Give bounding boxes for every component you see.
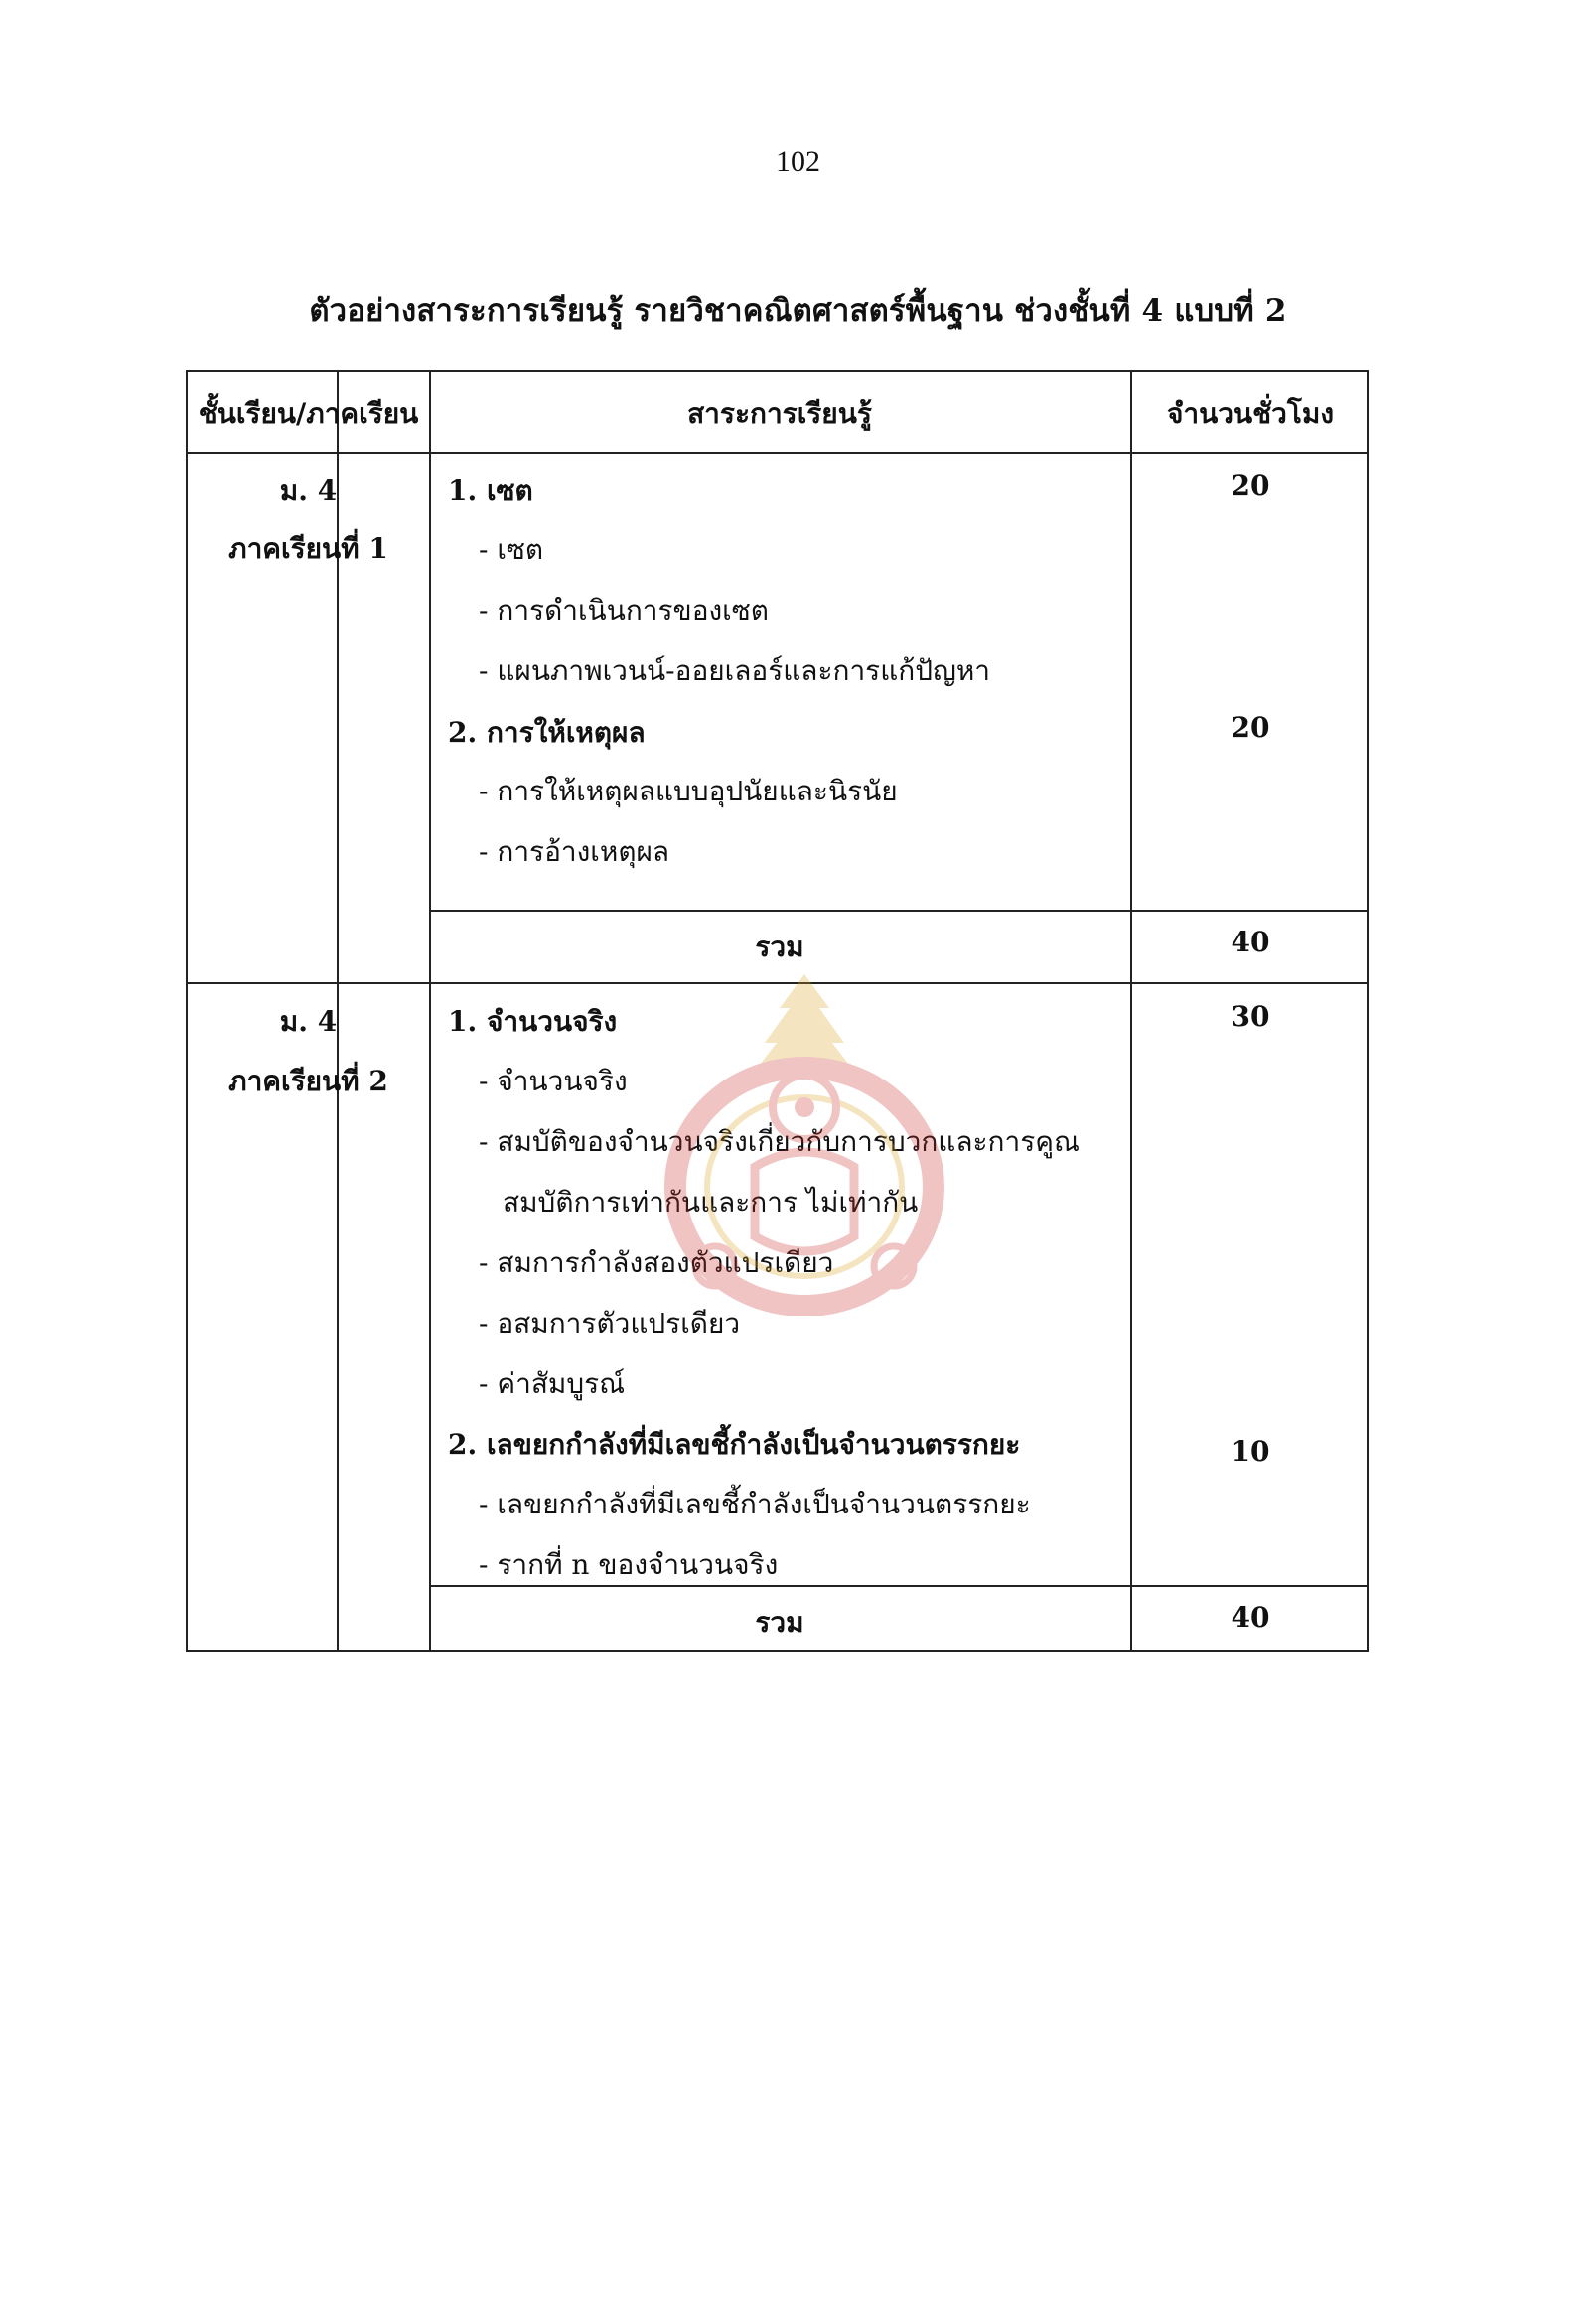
section-semester: ภาคเรียนที่ 2 <box>228 1065 388 1097</box>
total-hours: 40 <box>1231 926 1270 958</box>
topic-item: - รากที่ n ของจำนวนจริง <box>479 1548 779 1581</box>
topic-item: - สมบัติของจำนวนจริงเกี่ยวกับการบวกและการคูณ <box>479 1125 1080 1158</box>
topic-item: - เซต <box>479 533 544 566</box>
topic-item: - จำนวนจริง <box>479 1065 628 1097</box>
topic-hours: 20 <box>1231 469 1270 502</box>
document-title: ตัวอย่างสาระการเรียนรู้ รายวิชาคณิตศาสตร์พื้นฐาน ช่วงชั้นที่ 4 แบบที่ 2 <box>309 293 1287 329</box>
header-divider <box>188 452 1367 454</box>
topic-title: 1. จำนวนจริง <box>448 1005 618 1038</box>
topic-hours: 10 <box>1231 1435 1270 1468</box>
topic-title: 2. การให้เหตุผล <box>448 716 646 749</box>
topic-item: - สมการกำลังสองตัวแปรเดียว <box>479 1246 834 1279</box>
header-content: สาระการเรียนรู้ <box>687 397 872 430</box>
topic-item: - เลขยกกำลังที่มีเลขชี้กำลังเป็นจำนวนตรรกยะ <box>479 1488 1031 1520</box>
total-label: รวม <box>755 1606 804 1639</box>
section-grade: ม. 4 <box>279 474 338 506</box>
page-number: 102 <box>776 145 820 178</box>
total-hours: 40 <box>1231 1601 1270 1634</box>
topic-title: 2. เลขยกกำลังที่มีเลขชี้กำลังเป็นจำนวนตรรกยะ <box>448 1428 1021 1461</box>
header-hours: จำนวนชั่วโมง <box>1166 397 1335 430</box>
header-level: ชั้นเรียน/ภาคเรียน <box>198 397 419 430</box>
topic-item: - การอ้างเหตุผล <box>479 835 670 868</box>
topic-item: - อสมการตัวแปรเดียว <box>479 1307 741 1340</box>
topic-item: - แผนภาพเวนน์-ออยเลอร์และการแก้ปัญหา <box>479 654 991 687</box>
ministry-seal-icon <box>655 968 953 1316</box>
total-label: รวม <box>755 931 804 963</box>
topic-title: 1. เซต <box>448 474 533 506</box>
section-semester: ภาคเรียนที่ 1 <box>228 532 388 565</box>
subtotal-divider-1 <box>429 910 1367 912</box>
topic-hours: 20 <box>1231 711 1270 744</box>
topic-item: - การดำเนินการของเซต <box>479 594 769 627</box>
section-grade: ม. 4 <box>279 1005 338 1038</box>
topic-item: - การให้เหตุผลแบบอุปนัยและนิรนัย <box>479 775 898 807</box>
topic-hours: 30 <box>1231 1000 1270 1033</box>
topic-item: สมบัติการเท่ากันและการ ไม่เท่ากัน <box>503 1186 919 1219</box>
column-divider-1 <box>429 372 431 1650</box>
topic-item: - ค่าสัมบูรณ์ <box>479 1367 626 1400</box>
